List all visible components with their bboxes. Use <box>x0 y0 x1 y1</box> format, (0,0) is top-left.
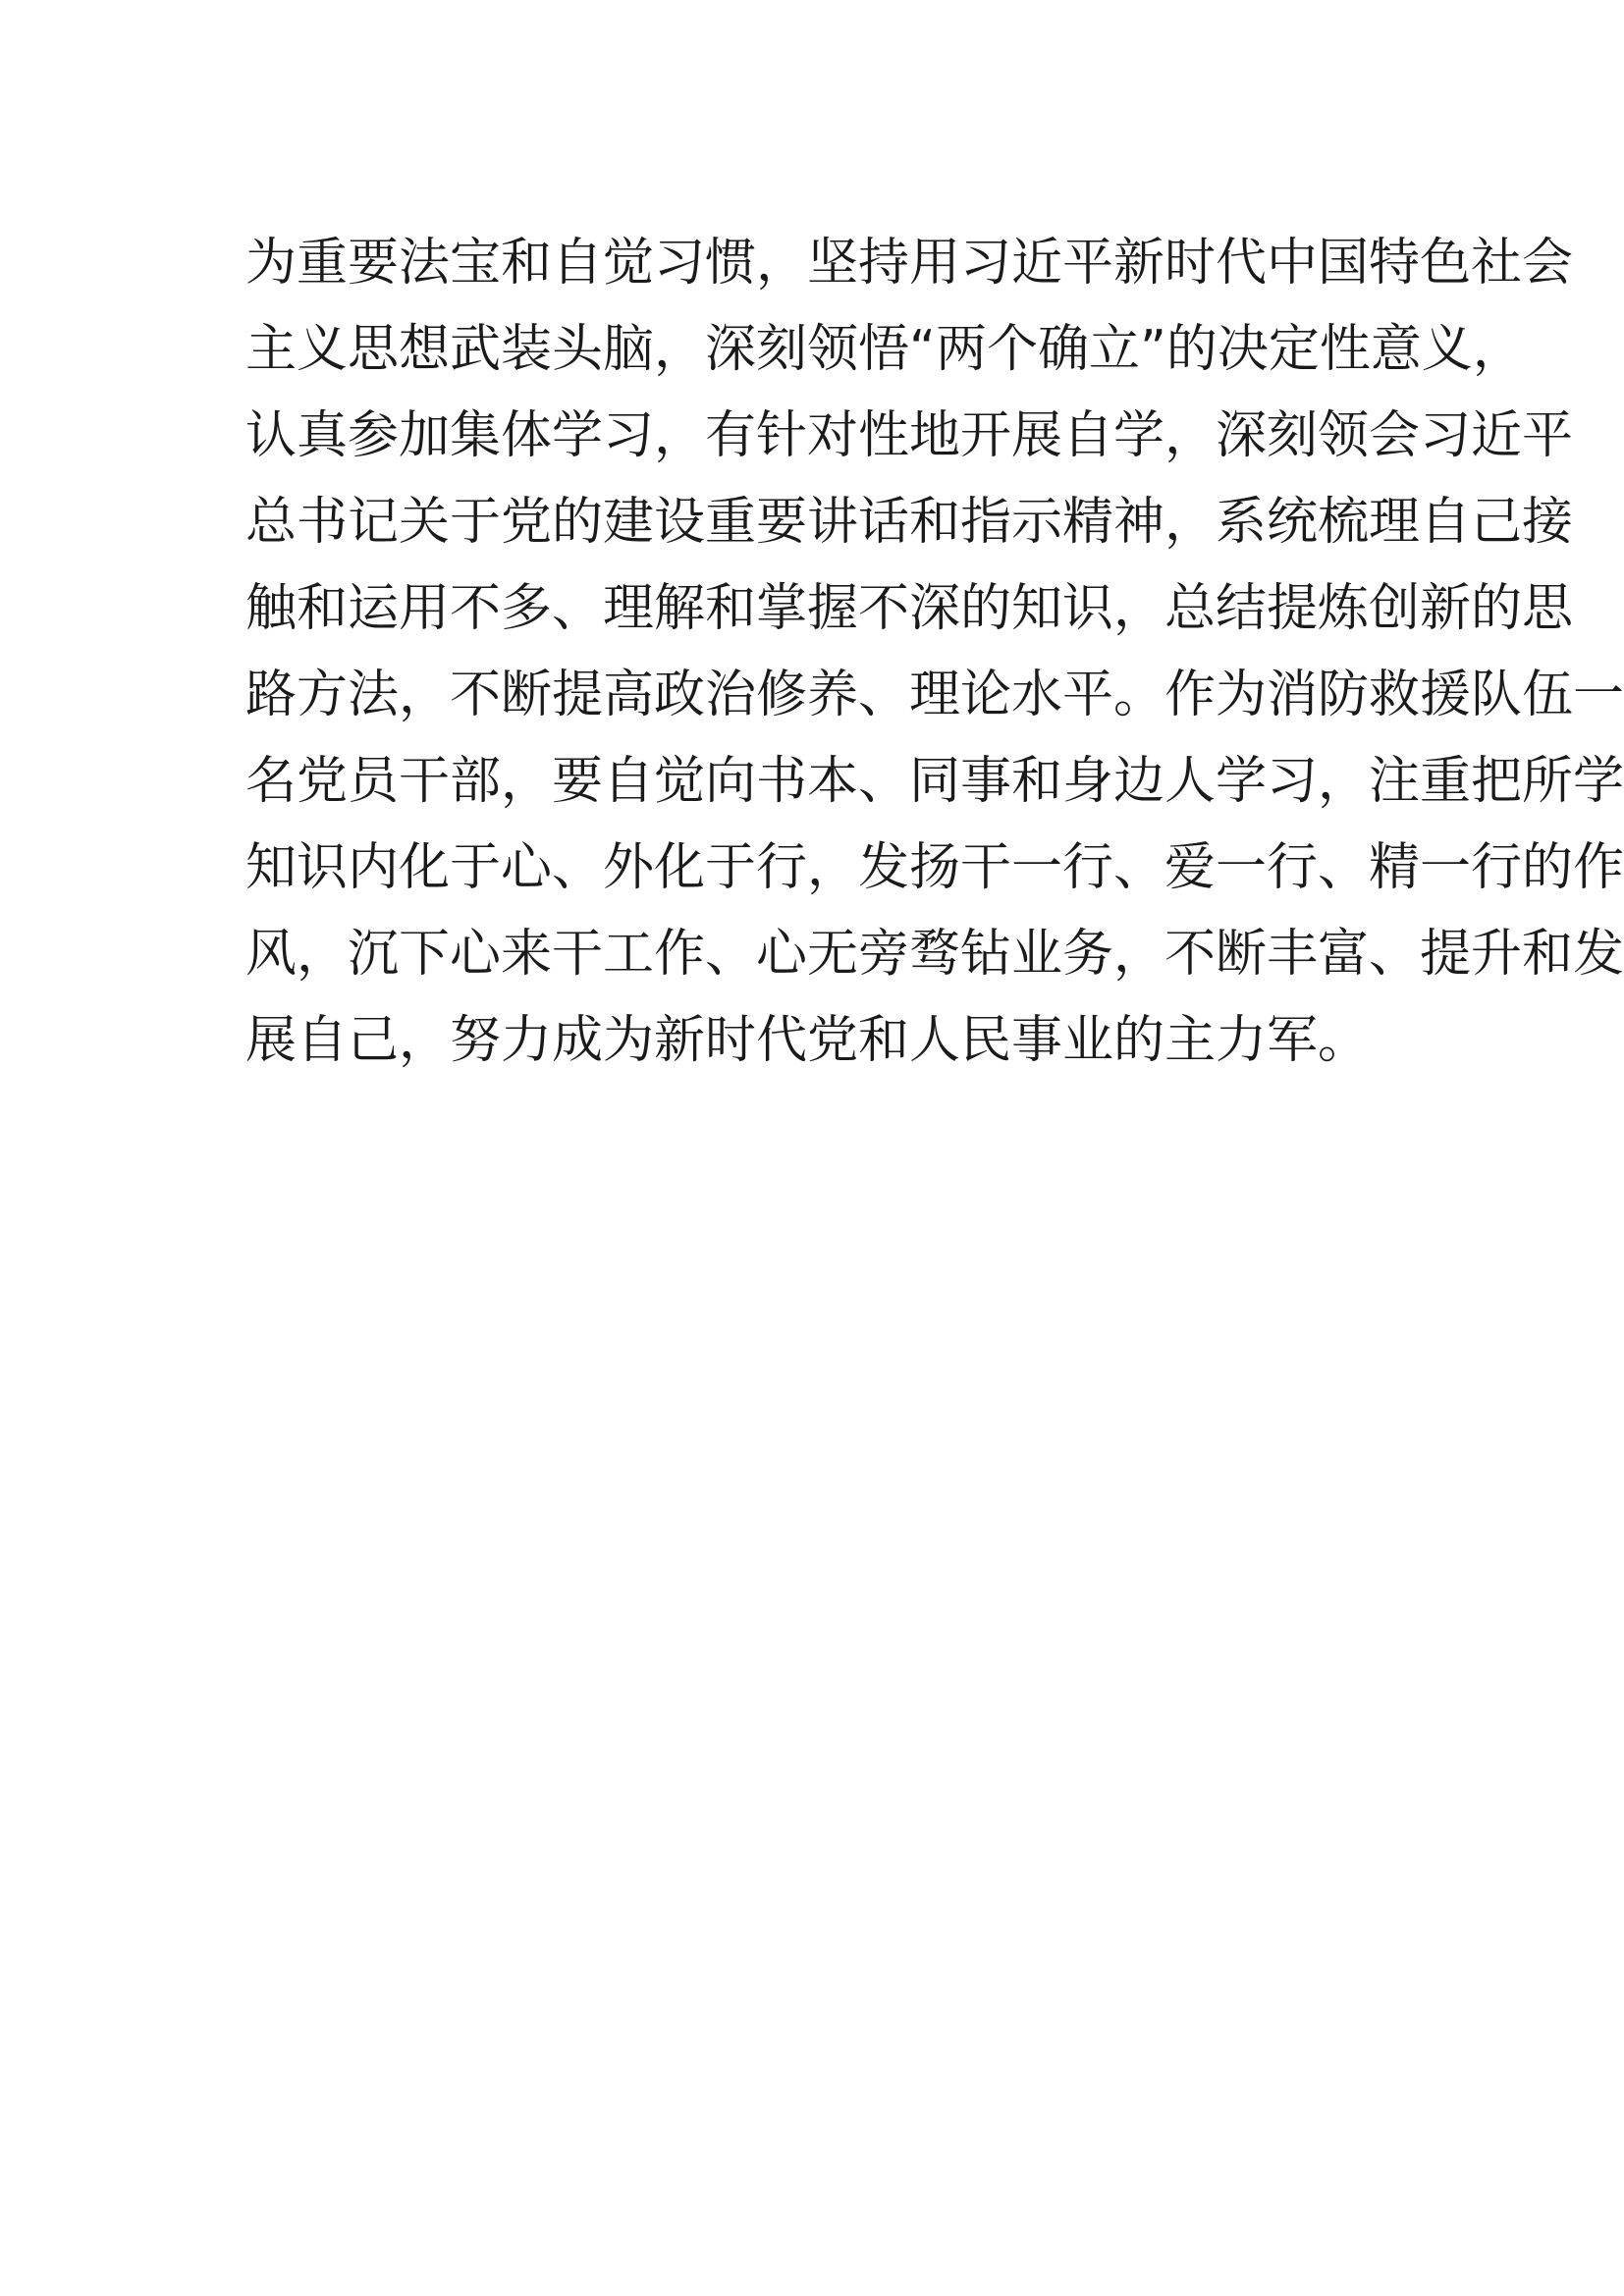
paragraph-line: 展自己，努力成为新时代党和人民事业的主力军。 <box>245 1011 1370 1070</box>
paragraph-line: 风，沉下心来干工作、心无旁骛钻业务，不断丰富、提升和发 <box>245 925 1624 984</box>
paragraph-line: 触和运用不多、理解和掌握不深的知识，总结提炼创新的思 <box>245 579 1574 638</box>
body-paragraph <box>245 220 1624 1084</box>
paragraph-line: 路方法，不断提高政治修养、理论水平。作为消防救援队伍一 <box>245 666 1624 724</box>
paragraph-line: 知识内化于心、外化于行，发扬干一行、爱一行、精一行的作 <box>245 838 1624 897</box>
paragraph-line: 认真参加集体学习，有针对性地开展自学，深刻领会习近平 <box>245 406 1574 465</box>
paragraph-line: 名党员干部，要自觉向书本、同事和身边人学习，注重把所学 <box>245 752 1624 811</box>
paragraph-line: 总书记关于党的建设重要讲话和指示精神，系统梳理自己接 <box>245 493 1574 552</box>
paragraph-line: 主义思想武装头脑，深刻领悟“两个确立”的决定性意义， <box>245 320 1524 379</box>
paragraph-line: 为重要法宝和自觉习惯，坚持用习近平新时代中国特色社会 <box>245 234 1574 293</box>
